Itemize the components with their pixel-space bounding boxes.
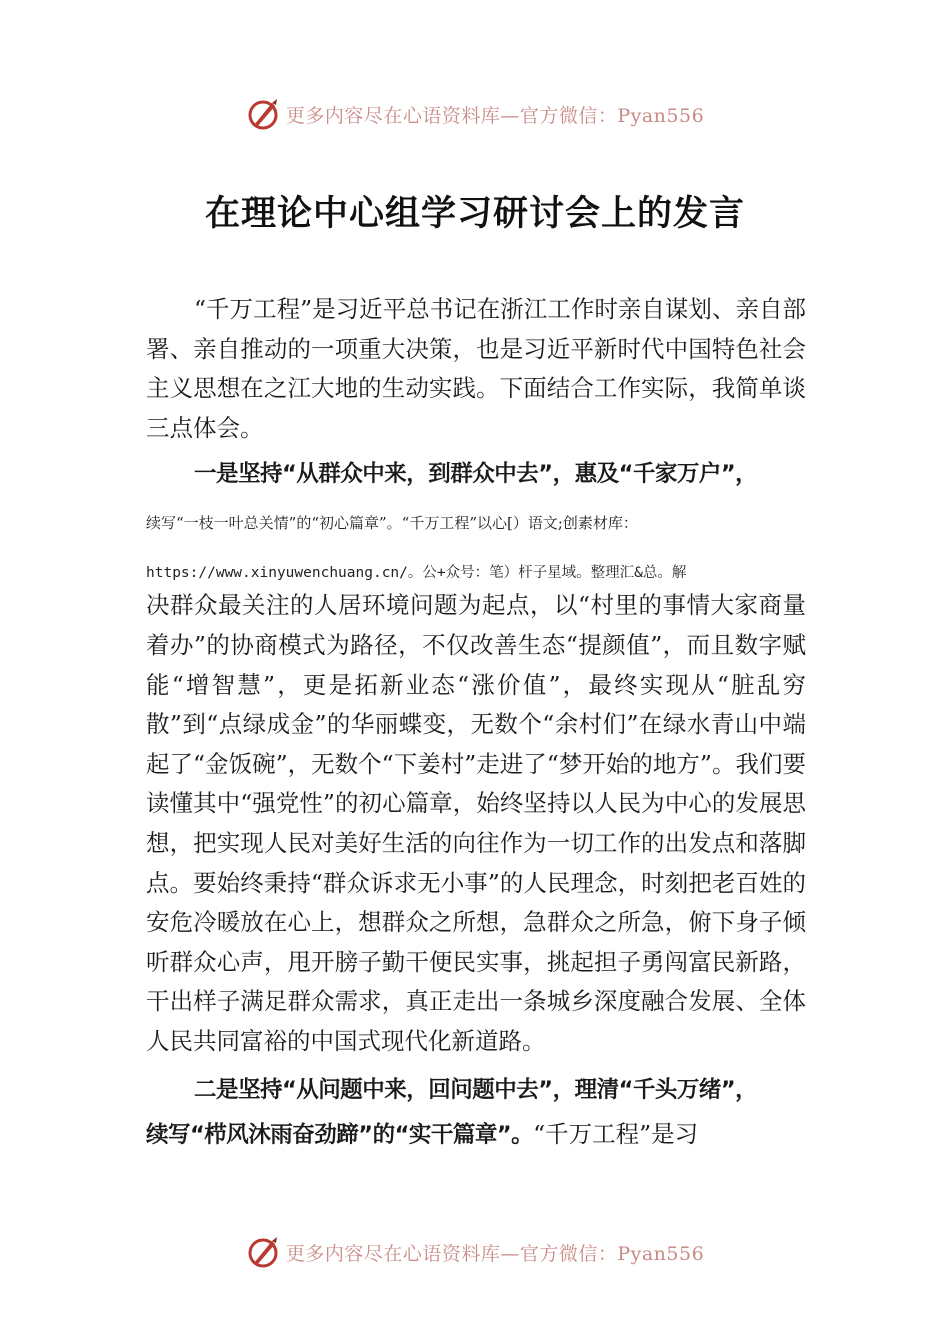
footer-banner [0,1232,950,1272]
point2-text-start: “千万工程”是习 [533,1119,699,1148]
point2-subheading: 续写“栉风沐雨奋劲蹄”的“实干篇章”。 [146,1121,534,1148]
point1-url-line: https://www.xinyuwenchuang.cn/。公+众号：笔）杆子星域。整理汇&总。解 [146,565,687,582]
document-title: 在理论中心组学习研讨会上的发言 [204,194,745,234]
point2-line2 [146,1110,806,1158]
banner-text: 更多内容尽在心语资料库—官方微信：Pyan556 [285,1242,705,1265]
quill-logo-icon [246,1235,280,1269]
banner-text: 更多内容尽在心语资料库—官方微信：Pyan556 [285,104,705,127]
intro-paragraph: “千万工程”是习近平总书记在浙江工作时亲自谋划、亲自部署、亲自推动的一项重大决策，也是习近平新时代中国特色社会主义思想在之江大地的生动实践。下面结合工作实际，我简单谈三点体会。 [146,295,806,442]
document-body [146,290,806,1158]
header-banner [0,94,950,134]
quill-logo-icon [246,97,280,131]
point1-body: 决群众最关注的人居环境问题为起点，以“村里的事情大家商量着办”的协商模式为路径，不仅改善生态“提颜值”，而且数字赋能“增智慧”，更是拓新业态“涨价值”，最终实现从“脏乱穷散”到“点绿成金”的华丽蝶变，无数个“余村们”在绿水青山中端起了“金饭碗”，无数个“下姜村”走进了“梦开始的地方”。我们要读懂其中“强党性”的初心篇章，始终坚持以人民为中心的发展思想，把实现人民对美好生活的向往作为一切工作的出发点和落脚点。要始终秉持“群众诉求无小事”的人民理念，时刻把老百姓的安危冷暖放在心上，想群众之所想，急群众之所急，俯下身子倾听群众心声，甩开膀子勤干便民实事，挑起担子勇闯富民新路，干出样子满足群众需求，真正走出一条城乡深度融合发展、全体人民共同富裕的中国式现代化新道路。 [146,591,806,1055]
point1-subline: 续写“一枝一叶总关情”的“初心篇章”。“千万工程”以心[）语文;创素材库： [146,514,638,533]
point2-heading: 二是坚持“从问题中来，回问题中去”，理清“千头万绪”， [194,1076,758,1103]
point1-heading: 一是坚持“从群众中来，到群众中去”，惠及“千家万户”， [194,461,758,488]
